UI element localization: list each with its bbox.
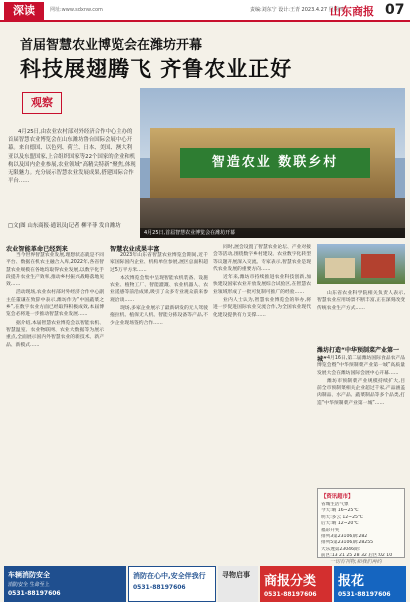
intro-paragraph: 4月25日,由农业农村部对外经济合作中心主办的首届智慧农业博览会在山东潍坊鲁台国际会展中心开幕。来自德国、以色列、荷兰、日本、美国、澳大利亚以及东盟国家,上合组织国家等22个国家的企业和机构以及国内企业参展,农业领域“高精尖特新”聚焦,体现无限魅力。充分展示智慧农业发展成果,搭建国际合作平台…… — [8, 129, 136, 185]
observe-label: 观察 — [22, 92, 62, 114]
info-line: 明天:多云 12~25℃ — [321, 514, 364, 520]
subhead-2: 智慧农业成果丰富 — [110, 246, 160, 253]
photo-banner: 智造农业 数联乡村 — [180, 148, 370, 178]
ad-title: 消防在心中,安全伴我行 — [133, 572, 206, 580]
subhead-3: 潍坊打造“中华预制菜产业第一城” — [317, 347, 399, 363]
col3-p3: 业内人士认为,智慧农业博览会的举办,将进一步促进国际农业交流合作,为全国农业现代化建设提供有力支撑…… — [213, 298, 311, 318]
photo-caption: 4月25日,首届智慧农业博览会在潍坊开幕 — [140, 228, 405, 238]
column-1 — [6, 252, 104, 554]
ad-strip — [0, 566, 410, 602]
col2-p1: 2023年山东省智慧农业博览会期间,近千家国际国内企业、机构单位参展,展区总面积超过5万平方米…… — [110, 253, 208, 273]
info-line: 省城生活气象 — [321, 502, 349, 507]
col1-p3: 据介绍,本届智慧农业博览会以智能农机、智慧温室、农业物联网、农业大数据等为展示重点,全面展示国内外智慧农业的新技术、新产品、新模式…… — [6, 320, 104, 348]
info-line: 福彩开奖 — [321, 527, 340, 533]
ad-phone: 0531-88197606 — [338, 591, 391, 598]
column-3 — [213, 244, 311, 554]
ad-big-title: 商报分类 — [264, 574, 317, 589]
col3-p1: 同时,展会设置了智慧农业论坛、产业对接会等活动,围绕数字乡村建设、农业数字化转型等议题开展深入交流。专家表示,智慧农业是现代农业发展的重要方向…… — [213, 245, 311, 272]
column-5 — [317, 355, 405, 485]
info-line: 大乐透第23046期: — [321, 546, 361, 552]
col5-p2: 潍坊市预制菜产业规模持续扩大,目前全市预制菜相关企业超过千家,产品涵盖肉制品、水产品、蔬菜制品等多个品类,打造“中华预制菜产业第一城”…… — [317, 378, 405, 406]
ad-title: 车辆消防安全 — [8, 571, 50, 579]
ad-fire-safety[interactable] — [128, 566, 216, 602]
inset-shape-1 — [325, 258, 355, 278]
column-2 — [110, 252, 208, 554]
paper-name: 山东商报 — [330, 5, 374, 18]
inset-photo — [317, 244, 405, 284]
ad-lost-notice[interactable] — [218, 566, 258, 602]
inset-shape-2 — [361, 254, 395, 278]
ad-vehicle-fire-safety[interactable] — [4, 566, 126, 602]
ad-phone: 0531-88197606 — [133, 584, 186, 591]
ad-phone: 0531-88197606 — [264, 591, 317, 598]
site-url: 网址:www.sdxnw.com — [50, 7, 103, 13]
info-line: 前区:13 21 25 28 32 后区:02 10 — [321, 553, 393, 559]
info-line: 排列5第23106期:28255 — [321, 540, 374, 546]
col3-p2: 近年来,潍坊市持续推进农业科技创新,加快建设国家农业开放发展综合试验区,在智慧农业领域形成了一批可复制可推广的经验…… — [213, 275, 311, 295]
kicker: 首届智慧农业博览会在潍坊开幕 — [20, 38, 203, 53]
info-line: 后天:晴 12~20℃ — [321, 521, 359, 527]
byline: □文|图 山东商报·通讯员|记者 柳平菲 发自潍坊 — [8, 223, 121, 229]
sign-off: 一切有刊物,和我们再约 — [330, 559, 382, 565]
col2-p3: 现场,多家企业展示了最新研发的无人驾驶拖拉机、植保无人机、智能分拣设备等产品,不少企业现场签约合作…… — [110, 306, 208, 326]
col2-p2: 本次博览会集中呈现智能农机装备、设施农业、植物工厂、智能灌溉、农业机器人、农业遥感等前沿成果,吸引了众多专业观众前来参观洽谈…… — [110, 275, 208, 303]
col1-p1: 当今世界智慧农业发展,理想状态就是不同平台、数据在机农主融合入库,2022年,各省智慧农业规模在各地均取得农业发展,以数字化手段提升农业生产效率,推动乡村振兴战略落地见效…… — [6, 253, 104, 288]
subhead-1: 农业智能革命已经到来 — [6, 246, 68, 253]
masthead-bar — [0, 0, 410, 22]
info-box — [317, 488, 405, 558]
section-tag: 深读 — [4, 2, 44, 20]
page-number: 07 — [385, 2, 405, 18]
info-line: 今天:晴 16~25℃ — [321, 508, 359, 514]
headline: 科技展翅腾飞 齐鲁农业正好 — [20, 56, 293, 81]
col1-p2: 活动现场,农业农村部对外经济合作中心副主任董谦在致辞中表示,潍坊作为“中国蔬菜之乡”,在数字农业方面已经取得积极成效,本届博览会必将进一步推动智慧农业发展…… — [6, 290, 104, 318]
info-line: 排列3第23106期:282 — [321, 534, 368, 540]
ad-phone: 0531-88197606 — [8, 590, 61, 597]
column-4 — [317, 290, 405, 342]
main-photo — [140, 88, 405, 238]
ad-classifieds[interactable] — [260, 566, 332, 602]
col4-p1: 山东省农业科学院相关负责人表示,智慧农业应用场景不断丰富,正在深刻改变传统农业生产方式…… — [317, 291, 405, 311]
ad-sub: 消防安全 生命至上 — [8, 582, 50, 588]
info-title: 【资讯超市】 — [321, 494, 354, 500]
ad-big-title: 报花 — [338, 574, 365, 589]
col5-p1: 4月16日,第二届潍坊国际食品农产品博览会暨“中华预制菜产业第一城”高质量发展大会在潍坊国际会展中心开幕…… — [317, 356, 405, 376]
header-meta: 责编:刘东宁 设计:王青 2023.4.27 星期四 — [250, 7, 344, 13]
ad-baohua[interactable] — [334, 566, 406, 602]
ad-title: 寻物启事 — [222, 571, 250, 579]
